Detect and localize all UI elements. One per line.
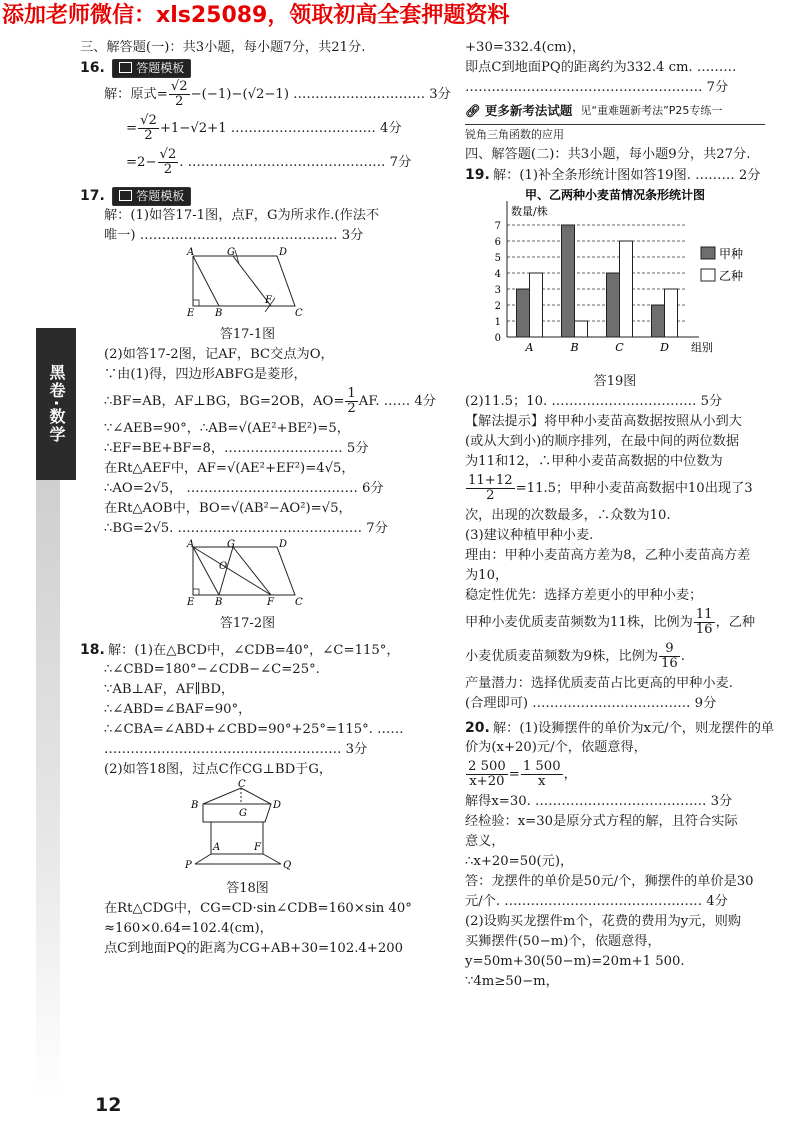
q20-line-2: 价为(x+20)元/个，依题意得， xyxy=(465,740,647,755)
q19-line-10: 为10， xyxy=(465,568,509,583)
chart-figure xyxy=(465,185,765,372)
svg-text:C: C xyxy=(294,308,303,319)
bar-chart xyxy=(465,185,765,365)
answer-template-tag xyxy=(112,59,191,78)
q20-line-1 xyxy=(465,718,775,738)
chart-title: 甲、乙两种小麦苗情况条形统计图 xyxy=(524,188,706,202)
q19-line-1 xyxy=(465,165,765,185)
denominator: 16 xyxy=(661,656,678,671)
promo-banner: 添加老师微信：xls25089，领取初高全套押题资料 xyxy=(2,3,510,28)
q19-line-12 xyxy=(465,606,765,640)
y-tick-label: 7 xyxy=(494,221,501,232)
stand-diagram xyxy=(183,780,313,872)
y-tick-label: 4 xyxy=(494,269,501,280)
denominator: x xyxy=(537,774,546,789)
y-tick-label: 5 xyxy=(494,253,501,264)
q18-line-8: 在Rt△CDG中，CG=CD·sin∠CDB=160×sin 40° xyxy=(104,901,412,916)
bar-乙种-A xyxy=(530,273,543,337)
fraction xyxy=(138,114,159,143)
q16-line-2 xyxy=(80,112,415,146)
right-column xyxy=(465,38,775,992)
svg-text:B: B xyxy=(190,800,198,811)
q18-line-6: ……………………………………………… 3分 xyxy=(104,742,368,757)
numerator: 1 500 xyxy=(522,759,561,774)
q20-line-7: ∴x+20=50(元)， xyxy=(465,854,574,869)
text: =11.5；甲种小麦苗高数据中10出现了3 xyxy=(515,481,753,496)
text: 解：(1)设狮摆件的单价为x元/个，则龙摆件的单 xyxy=(493,721,775,736)
figure-18-caption: 答18图 xyxy=(226,881,269,896)
q18-cont-line-3: ……………………………………………… 7分 xyxy=(465,80,729,95)
q20-line-8: 答：龙摆件的单价是50元/个，狮摆件的单价是30 xyxy=(465,874,754,889)
section-3-heading: 三、解答题(一)：共3小题，每小题7分，共21分. xyxy=(80,40,366,55)
fraction xyxy=(466,760,508,789)
svg-text:E: E xyxy=(186,308,194,319)
q19-line-8: (3)建议种植甲种小麦. xyxy=(465,528,594,543)
parallelogram-diagram-2 xyxy=(183,539,313,607)
bar-乙种-C xyxy=(620,241,633,337)
side-shadow xyxy=(36,480,60,1100)
q19-number: 19. xyxy=(465,167,490,183)
q16-line-3 xyxy=(80,146,415,180)
q16-line-1 xyxy=(80,78,451,112)
svg-text:F: F xyxy=(266,597,274,608)
svg-text:D: D xyxy=(278,247,287,258)
svg-text:C: C xyxy=(294,597,303,608)
q19-line-15: (合理即可) ……………………………… 9分 xyxy=(465,696,717,711)
q18-line-3: ∵AB⊥AF，AF∥BD， xyxy=(104,682,235,697)
y-tick-label: 2 xyxy=(494,301,501,312)
text: AF. …… 4分 xyxy=(358,394,436,409)
q17-line-2: 唯一) ……………………………………… 3分 xyxy=(104,228,364,243)
fraction xyxy=(659,642,680,671)
more-title: 更多新考法试题 xyxy=(484,103,573,118)
svg-text:A: A xyxy=(212,842,220,853)
q19-line-14: 产量潜力：选择优质麦苗占比更高的甲种小麦. xyxy=(465,676,733,691)
numerator: 11+12 xyxy=(468,473,513,488)
text: = xyxy=(126,121,138,136)
q18-cont-line-2: 即点C到地面PQ的距离约为332.4 cm. ……… xyxy=(465,60,737,75)
bar-乙种-D xyxy=(665,289,678,337)
fraction xyxy=(169,80,190,109)
tag-label: 答题模板 xyxy=(136,189,185,203)
q20-line-3 xyxy=(465,758,765,792)
text: ∴BF=AB，AF⊥BG，BG=2OB，AO= xyxy=(104,394,345,409)
svg-text:B: B xyxy=(214,597,222,608)
svg-text:D: D xyxy=(272,800,281,811)
fraction xyxy=(345,387,357,416)
fraction xyxy=(466,474,515,503)
link-icon: 🔗︎ xyxy=(465,103,481,118)
denominator: 16 xyxy=(695,622,713,637)
fraction xyxy=(158,148,179,177)
legend-swatch-甲种 xyxy=(701,247,715,259)
svg-text:C: C xyxy=(237,779,246,790)
text: 解：(1)补全条形统计图如答19图. ……… 2分 xyxy=(493,168,761,183)
q16-number: 16. xyxy=(80,60,105,76)
numerator: √2 xyxy=(140,113,157,128)
bar-乙种-B xyxy=(575,321,588,337)
figure-17-2 xyxy=(80,539,415,614)
q18-line-5: ∴∠CBA=∠ABD+∠CBD=90°+25°=115°. …… xyxy=(104,722,404,737)
section-4-heading: 四、解答题(二)：共3小题，每小题9分，共27分. xyxy=(465,147,751,162)
q20-line-11: 买狮摆件(50−m)个，依题意得， xyxy=(465,934,661,949)
text: +1−√2+1 …………………………… 4分 xyxy=(159,121,402,136)
numerator: 2 500 xyxy=(468,759,506,774)
figure-17-1 xyxy=(80,246,415,325)
legend-swatch-乙种 xyxy=(701,269,715,281)
y-axis-label: 数量/株 xyxy=(511,205,548,218)
q18-line-4: ∴∠ABD=∠BAF=90°， xyxy=(104,702,252,717)
q18-line-9: ≈160×0.64=102.4(cm)， xyxy=(104,921,273,936)
text: . ……………………………………… 7分 xyxy=(179,155,412,170)
q18-line-10: 点C到地面PQ的距离为CG+AB+30=102.4+200 xyxy=(104,941,404,956)
text: 解：原式= xyxy=(104,87,168,102)
q20-line-5: 经检验：x=30是原分式方程的解，且符合实际 xyxy=(465,814,738,829)
q20-line-10: (2)设购买龙摆件m个，花费的费用为y元，则购 xyxy=(465,914,742,929)
x-axis-label: 组别 xyxy=(691,341,713,354)
q19-line-9: 理由：甲种小麦苗高方差为8，乙种小麦苗高方差 xyxy=(465,548,751,563)
q18-line-1 xyxy=(80,640,415,660)
q17-line-10: 在Rt△AOB中，BO=√(AB²−AO²)=√5， xyxy=(104,501,352,516)
q19-line-2: (2)11.5；10. …………………………… 5分 xyxy=(465,394,723,409)
q17-line-4: ∵由(1)得，四边形ABFG是菱形， xyxy=(104,367,307,382)
q20-line-13: ∵4m≥50−m， xyxy=(465,974,559,989)
y-tick-label: 6 xyxy=(494,237,501,248)
more-questions-banner xyxy=(465,98,765,125)
q17-line-1: 解：(1)如答17-1图，点F，G为所求作.(作法不 xyxy=(104,208,380,223)
more-sub: 见“重难题新考法”P25专练一 xyxy=(580,104,723,117)
q19-line-7: 次，出现的次数最多，∴众数为10. xyxy=(465,508,671,523)
text: . xyxy=(680,649,685,664)
legend-label: 甲种 xyxy=(719,247,744,261)
book-icon xyxy=(119,190,132,201)
q19-line-6 xyxy=(465,472,765,506)
svg-text:A: A xyxy=(186,539,194,550)
figure-17-2-caption: 答17-2图 xyxy=(219,616,276,631)
more-topic: 锐角三角函数的应用 xyxy=(465,128,564,141)
legend-label: 乙种 xyxy=(719,269,744,283)
answer-template-tag xyxy=(112,187,191,206)
text: 解：(1)在△BCD中，∠CDB=40°，∠C=115°， xyxy=(108,643,400,658)
svg-text:G: G xyxy=(226,247,235,258)
q20-number: 20. xyxy=(465,720,490,736)
q17-number: 17. xyxy=(80,188,105,204)
denominator: 2 xyxy=(486,488,495,503)
svg-text:G: G xyxy=(238,808,247,819)
denominator: 2 xyxy=(347,401,356,416)
bar-甲种-A xyxy=(517,289,530,337)
bar-甲种-B xyxy=(562,225,575,337)
text: =2− xyxy=(126,155,157,170)
denominator: x+20 xyxy=(469,774,505,789)
svg-text:F: F xyxy=(264,295,272,306)
q17-line-7: ∴EF=BE+BF=8，……………………… 5分 xyxy=(104,441,369,456)
tag-label: 答题模板 xyxy=(136,61,185,75)
svg-text:G: G xyxy=(226,539,235,550)
y-tick-label: 1 xyxy=(494,317,501,328)
text: ， xyxy=(563,767,577,782)
q20-line-9: 元/个. ……………………………………… 4分 xyxy=(465,894,728,909)
figure-17-1-caption: 答17-1图 xyxy=(219,327,276,342)
numerator: √2 xyxy=(170,79,188,94)
chart-caption: 答19图 xyxy=(593,374,637,389)
svg-text:A: A xyxy=(186,247,194,258)
svg-text:Q: Q xyxy=(282,860,291,871)
x-tick-label: C xyxy=(615,341,624,354)
text: 小麦优质麦苗频数为9株，比例为 xyxy=(465,649,659,664)
denominator: 2 xyxy=(144,128,153,143)
q18-cont-line-1: +30=332.4(cm)， xyxy=(465,40,586,55)
numerator: 1 xyxy=(347,386,356,401)
q20-line-6: 意义， xyxy=(465,834,505,849)
fraction xyxy=(521,760,563,789)
text: −(−1)−(√2−1) ………………………… 3分 xyxy=(190,87,451,102)
q20-line-12: y=50m+30(50−m)=20m+1 500. xyxy=(465,954,685,969)
y-tick-label: 0 xyxy=(494,333,501,344)
q19-line-4: (或从大到小)的顺序排列，在最中间的两位数据 xyxy=(465,434,740,449)
left-column xyxy=(80,38,451,959)
bar-甲种-D xyxy=(652,305,665,337)
svg-text:O: O xyxy=(218,561,227,572)
text: 甲种小麦优质麦苗频数为11株，比例为 xyxy=(465,615,693,630)
q18-line-7: (2)如答18图，过点C作CG⊥BD于G， xyxy=(104,762,333,777)
q17-line-8: 在Rt△AEF中，AF=√(AE²+EF²)=4√5， xyxy=(104,461,355,476)
x-tick-label: B xyxy=(570,341,579,354)
svg-text:E: E xyxy=(186,597,194,608)
svg-text:F: F xyxy=(253,842,261,853)
fraction xyxy=(694,608,715,637)
q18-number: 18. xyxy=(80,642,105,658)
q17-line-3: (2)如答17-2图，记AF，BC交点为O， xyxy=(104,347,334,362)
q19-line-3: 【解法提示】将甲种小麦苗高数据按照从小到大 xyxy=(465,414,742,429)
equals: = xyxy=(508,767,520,782)
numerator: 11 xyxy=(695,607,713,622)
y-tick-label: 3 xyxy=(494,285,501,296)
q17-line-5 xyxy=(80,385,436,419)
parallelogram-diagram-1 xyxy=(183,246,313,318)
q17-line-6: ∵∠AEB=90°，∴AB=√(AE²+BE²)=5， xyxy=(104,421,350,436)
side-tab: 黑卷·数学 xyxy=(36,328,76,480)
denominator: 2 xyxy=(163,162,173,177)
q17-line-9: ∴AO=2√5， ………………………………… 6分 xyxy=(104,481,384,496)
text: ，乙种 xyxy=(715,615,756,630)
q19-line-5: 为11和12，∴甲种小麦苗高数据的中位数为 xyxy=(465,454,723,469)
q17-line-11: ∴BG=2√5. …………………………………… 7分 xyxy=(104,521,388,536)
svg-text:P: P xyxy=(184,860,192,871)
svg-text:D: D xyxy=(278,539,287,550)
book-icon xyxy=(119,62,132,73)
denominator: 2 xyxy=(175,94,184,109)
svg-text:B: B xyxy=(214,308,222,319)
q20-line-4: 解得x=30. ………………………………… 3分 xyxy=(465,794,733,809)
q19-line-13 xyxy=(465,640,765,674)
bar-甲种-C xyxy=(607,273,620,337)
x-tick-label: D xyxy=(660,341,669,354)
figure-18 xyxy=(80,780,415,879)
q19-line-11: 稳定性优先：选择方差更小的甲种小麦； xyxy=(465,588,703,603)
q17-header xyxy=(80,186,415,206)
q18-line-2: ∴∠CBD=180°−∠CDB−∠C=25°. xyxy=(104,662,320,677)
page-number: 12 xyxy=(95,1094,122,1116)
numerator: √2 xyxy=(159,147,177,162)
q16-header xyxy=(80,58,415,78)
numerator: 9 xyxy=(659,642,680,657)
x-tick-label: A xyxy=(525,341,534,354)
